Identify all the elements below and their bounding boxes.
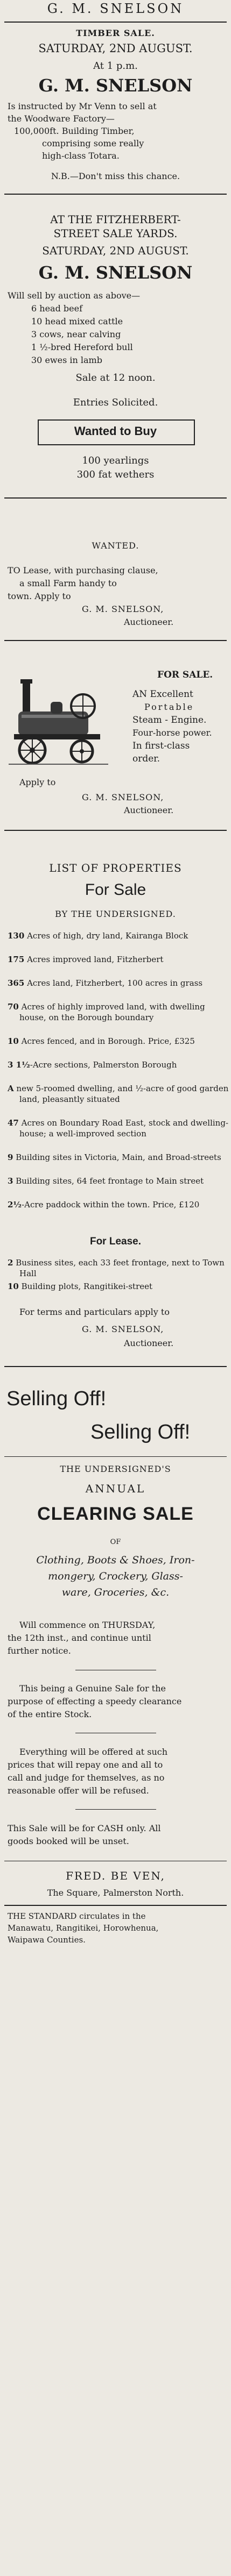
auctioneer-name: G. M. SNELSON — [38, 262, 193, 283]
clearing-sale-ad — [0, 1377, 231, 2485]
ad-text: a small Farm handy to — [19, 578, 117, 588]
auctioneer-name: G. M. SNELSON — [38, 75, 193, 96]
ad-heading: LIST OF PROPERTIES — [49, 862, 182, 874]
signature: FRED. BE VEN, — [66, 1869, 165, 1882]
ad-text: OF — [110, 1538, 121, 1546]
item-number: 9 — [8, 1152, 13, 1162]
ad-heading: Selling Off! — [90, 1421, 191, 1443]
item-number: A — [8, 1084, 14, 1093]
item-text: Business sites, each 33 feet frontage, next to Town Hall — [16, 1258, 225, 1278]
item-number: 10 — [8, 1282, 19, 1291]
divider — [4, 497, 227, 499]
ad-heading: WANTED. — [92, 540, 139, 551]
ad-heading: STREET SALE YARDS. — [53, 227, 178, 240]
ad-text: reasonable offer will be refused. — [8, 1785, 149, 1796]
item-text: new 5-roomed dwelling, and ½-acre of good garden land, pleasantly situated — [16, 1084, 229, 1104]
list-item: 300 fat wethers — [76, 469, 155, 480]
list-item — [8, 954, 231, 965]
ad-text: AN Excellent — [132, 689, 193, 700]
item-number: 70 — [8, 1002, 19, 1012]
list-item — [8, 930, 231, 941]
item-number: 47 — [8, 1118, 19, 1128]
list-item: 3 cows, near calving — [31, 329, 121, 339]
ad-text: Four-horse power. — [132, 728, 212, 738]
list-item — [8, 1199, 231, 1210]
list-item: 6 head beef — [31, 303, 83, 314]
ad-text: 100,000ft. Building Timber, — [14, 126, 135, 136]
ad-text: TO Lease, with purchasing clause, — [8, 565, 158, 575]
list-item: 30 ewes in lamb — [31, 355, 102, 365]
sale-date: SATURDAY, 2ND AUGUST. — [42, 244, 189, 257]
item-number: 3 — [8, 1176, 13, 1186]
ad-text: Clothing, Boots & Shoes, Iron- — [36, 1554, 195, 1566]
ad-text: high-class Totara. — [42, 151, 120, 161]
list-item — [8, 1257, 231, 1279]
ad-text: This Sale will be for CASH only. All — [8, 1823, 161, 1833]
signature-role: Auctioneer. — [124, 805, 174, 815]
signature-role: Auctioneer. — [124, 617, 174, 627]
divider — [4, 1366, 227, 1367]
divider — [4, 194, 227, 195]
list-item — [8, 1281, 231, 1292]
ad-text: ANNUAL — [85, 1482, 146, 1495]
ad-text: town. Apply to — [8, 591, 71, 601]
properties-ad — [0, 855, 231, 1447]
item-text: Acres of highly improved land, with dwelling house, on the Borough boundary — [19, 1002, 205, 1022]
item-text: Building sites, 64 feet frontage to Main street — [16, 1176, 204, 1186]
signature-role: Auctioneer. — [124, 1338, 174, 1348]
item-text: Building plots, Rangitikei-street — [21, 1282, 153, 1291]
signature: G. M. SNELSON, — [82, 792, 164, 802]
list-item — [8, 1176, 231, 1186]
ad-subheading: For Sale — [85, 881, 146, 899]
entries-note: Entries Solicited. — [73, 397, 158, 408]
ad-text: mongery, Crockery, Glass- — [48, 1570, 183, 1582]
ad-text: In first-class — [132, 741, 190, 751]
sale-date: SATURDAY, 2ND AUGUST. — [38, 42, 193, 55]
item-number: 3 1½ — [8, 1060, 30, 1070]
ad-heading: Selling Off! — [6, 1387, 107, 1410]
item-number: 130 — [8, 931, 25, 941]
item-number: 10 — [8, 1036, 19, 1046]
ad-text: ware, Groceries, &c. — [61, 1586, 170, 1598]
list-item: 1 ½-bred Hereford bull — [31, 342, 133, 352]
wanted-title: Wanted to Buy — [74, 424, 157, 438]
footer-text: Waipawa Counties. — [8, 1935, 86, 1945]
item-text: Acres fenced, and in Borough. Price, £325 — [21, 1036, 195, 1046]
item-number: 365 — [8, 978, 25, 988]
divider — [4, 1905, 227, 1906]
address: The Square, Palmerston North. — [47, 1888, 184, 1898]
ad-heading: G. M. SNELSON — [47, 1, 184, 16]
ad-text: Portable — [144, 702, 194, 712]
sale-time: At 1 p.m. — [93, 60, 138, 72]
ad-text: Will sell by auction as above— — [8, 290, 141, 301]
footer-text: THE STANDARD circulates in the — [8, 1911, 146, 1921]
sale-yards-ad — [0, 204, 231, 535]
signature: G. M. SNELSON, — [82, 604, 164, 614]
item-text: Acres on Boundary Road East, stock and dwelling-house; a well-improved section — [19, 1118, 229, 1138]
ad-text: call and judge for themselves, as no — [8, 1773, 165, 1783]
ad-text: comprising some really — [42, 138, 144, 148]
list-item — [8, 1059, 231, 1070]
ad-text: of the entire Stock. — [8, 1709, 92, 1719]
item-number: 2½ — [8, 1200, 22, 1209]
item-text: -Acre sections, Palmerston Borough — [30, 1060, 177, 1070]
ad-text: THE UNDERSIGNED'S — [60, 1464, 171, 1474]
steam-engine-ad — [0, 659, 231, 855]
ad-text: the Woodware Factory— — [8, 113, 115, 124]
steam-engine-illustration-icon — [9, 678, 108, 767]
signature: G. M. SNELSON, — [82, 1324, 164, 1334]
lease-heading: For Lease. — [89, 1236, 142, 1247]
divider — [75, 1809, 156, 1810]
ad-text: purpose of effecting a speedy clearance — [8, 1696, 182, 1706]
divider — [4, 22, 227, 23]
list-item — [8, 1152, 231, 1163]
sale-title: TIMBER SALE. — [76, 28, 155, 38]
item-text: Acres of high, dry land, Kairanga Block — [27, 931, 188, 941]
ad-text: the 12th inst., and continue until — [8, 1633, 151, 1643]
ad-text: Steam - Engine. — [132, 715, 207, 725]
ad-text: order. — [132, 753, 160, 764]
ad-text: Everything will be offered at such — [19, 1747, 168, 1757]
list-item — [8, 1083, 231, 1105]
ad-heading: AT THE FITZHERBERT- — [50, 213, 181, 226]
item-number: 175 — [8, 955, 25, 964]
list-item — [8, 1001, 231, 1023]
ad-note: N.B.—Don't miss this chance. — [51, 171, 180, 181]
footer-text: Manawatu, Rangitikei, Horowhenua, — [8, 1923, 159, 1933]
divider — [4, 830, 227, 831]
ad-heading: FOR SALE. — [157, 670, 213, 680]
ad-text: BY THE UNDERSIGNED. — [55, 909, 176, 919]
divider — [4, 640, 227, 641]
ad-text: goods booked will be unset. — [8, 1836, 129, 1846]
ad-text: This being a Genuine Sale for the — [19, 1683, 166, 1693]
item-text: -Acre paddock within the town. Price, £120 — [22, 1200, 200, 1209]
list-item — [8, 978, 231, 988]
item-number: 2 — [8, 1258, 13, 1268]
ad-text: further notice. — [8, 1646, 71, 1656]
list-item — [8, 1118, 231, 1139]
ad-text: Apply to — [19, 777, 56, 787]
item-text: Acres improved land, Fitzherbert — [27, 955, 164, 964]
list-item: 10 head mixed cattle — [31, 316, 123, 326]
ad-text: For terms and particulars apply to — [19, 1307, 170, 1317]
list-item: 100 yearlings — [82, 455, 149, 466]
ad-text: Will commence on THURSDAY, — [19, 1620, 156, 1630]
ad-text: prices that will repay one and all to — [8, 1760, 163, 1770]
timber-sale-ad — [0, 0, 231, 204]
divider — [4, 1456, 227, 1457]
ad-text: Is instructed by Mr Venn to sell at — [8, 101, 157, 111]
item-text: Acres land, Fitzherbert, 100 acres in grass — [27, 978, 203, 988]
item-text: Building sites in Victoria, Main, and Broad-streets — [16, 1152, 221, 1162]
list-item — [8, 1036, 231, 1047]
wanted-ad — [0, 535, 231, 659]
ad-subheading: CLEARING SALE — [37, 1504, 194, 1524]
sale-time: Sale at 12 noon. — [75, 372, 156, 383]
